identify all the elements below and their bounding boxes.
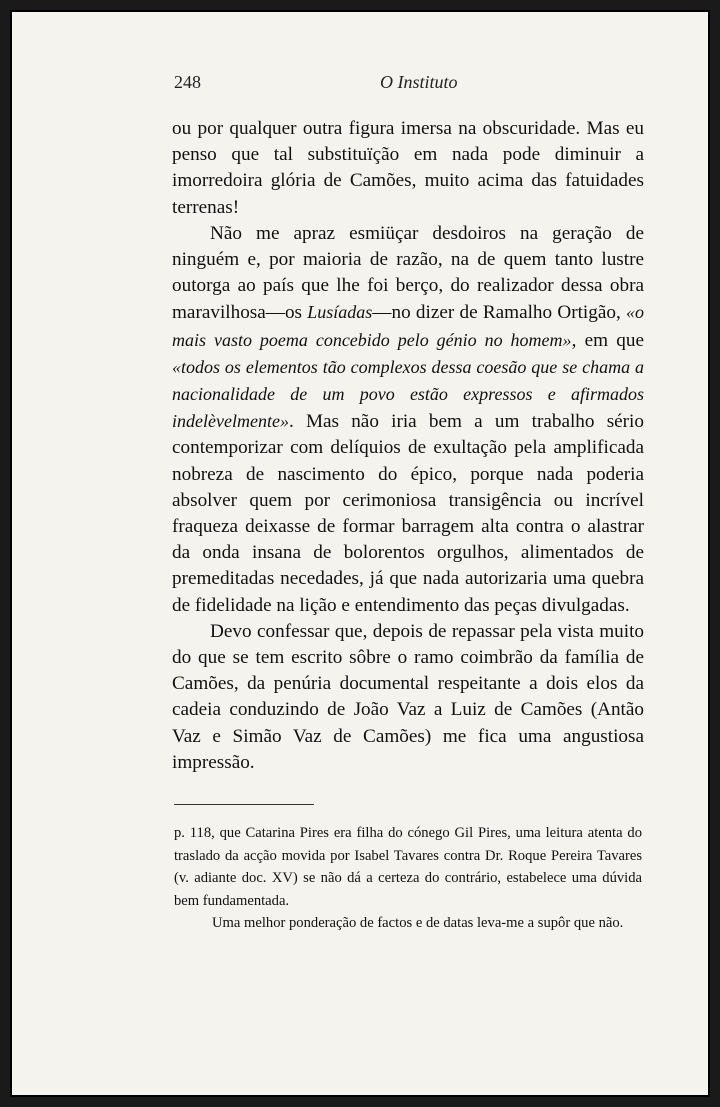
text-segment: Devo confessar que, depois de repassar pela vista muito do que se tem escrito sôbre o ramo coimbrão da família de Camões, da penúria documental respeitante a dois elos da cadeia conduzindo de João Vaz a Luiz de Camões (Antão Vaz e Simão Vaz de Camões) me fica uma angustiosa impressão. <box>172 620 644 773</box>
text-segment: Não me apraz esmiüçar desdoiros na geração de ninguém e, por maioria de razão, na de quem tanto lustre outorga ao país que lhe foi berço, do realizador dessa obra maravilhosa—os <box>172 222 644 324</box>
quotation-italic: «todos os elementos tão complexos dessa coesão que se chama a nacionalidade de um povo estão expressos e afirmados indelèvelmente» <box>172 356 644 432</box>
footnotes <box>174 822 642 935</box>
paragraph <box>172 221 644 619</box>
paragraph <box>172 619 644 776</box>
quotation-italic: «o mais vasto poema concebido pelo génio no homem» <box>172 302 644 350</box>
footnote: p. 118, que Catarina Pires era filha do cónego Gil Pires, uma leitura atenta do traslado da acção movida por Isabel Tavares contra Dr. Roque Pereira Tavares (v. adiante doc. XV) se não dá a certeza do contrário, estabelece uma dúvida bem fundamentada. <box>174 825 642 909</box>
footnote-rule <box>174 804 314 805</box>
running-title: O Instituto <box>380 72 458 92</box>
page-number: 248 <box>174 72 201 92</box>
paragraph <box>172 116 644 221</box>
text-segment: . Mas não iria bem a um trabalho sério contemporizar com delíquios de exultação pela amplificada nobreza de nascimento do épico, porque nada poderia absolver quem por cerimoniosa transigência ou incrível fraqueza deixasse de formar barragem alta contra o alastrar da onda insana de bolorentos orgulhos, alimentados de premeditadas necedades, já que nada autorizaria uma quebra de fidelidade na lição e entendimento das peças divulgadas. <box>172 411 644 616</box>
text-segment: ou por qualquer outra figura imersa na obscuridade. Mas eu penso que tal substituïção em nada pode diminuir a imorredoira glória de Camões, muito acima das fatuidades terrenas! <box>172 118 644 218</box>
footnote: Uma melhor ponderação de factos e de datas leva-me a supôr que não. <box>212 915 624 931</box>
text-segment: , em que <box>571 329 644 351</box>
book-title-italic: Lusíadas <box>307 302 373 323</box>
text-segment: —no dizer de Ramalho Ortigão, <box>372 302 626 324</box>
body-text <box>172 116 644 776</box>
book-page <box>10 10 710 1097</box>
